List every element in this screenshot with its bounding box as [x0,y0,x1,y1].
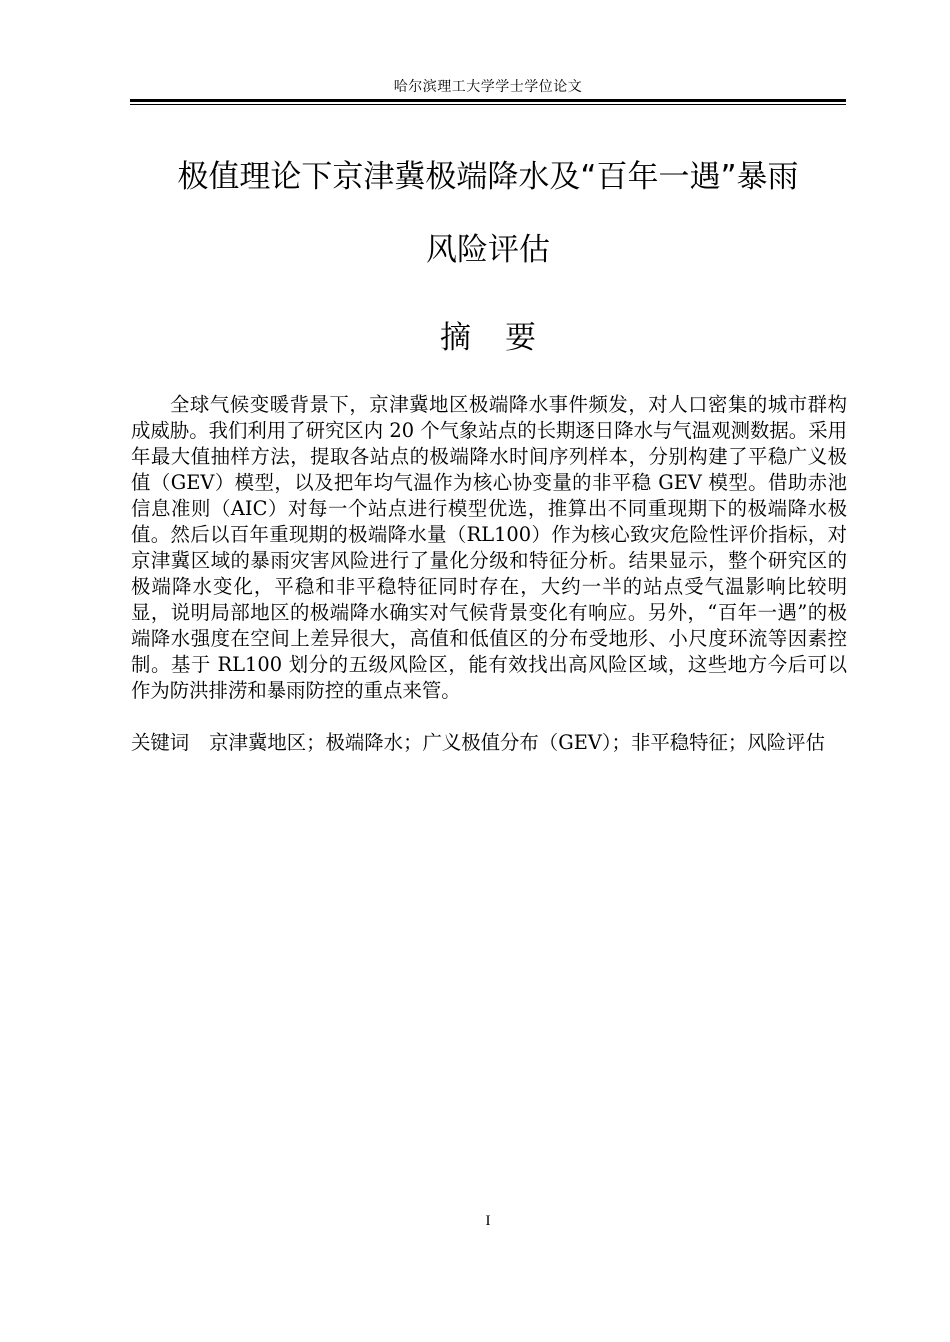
page-number: I [485,1213,491,1229]
keywords-block [131,730,847,756]
header-rule-thick [130,99,846,102]
abstract-heading-char-1: 摘 [440,320,471,356]
abstract-heading [130,316,846,360]
abstract-heading-char-2: 要 [505,320,536,356]
header-rule-thin [130,104,846,105]
abstract-paragraph: 全球气候变暖背景下，京津冀地区极端降水事件频发，对人口密集的城市群构成威胁。我们利用了研究区内 20 个气象站点的长期逐日降水与气温观测数据。采用年最大值抽样方法，提取各站点的极端降水时间序列样本，分别构建了平稳广义极值（GEV）模型，以及把年均气温作为核心协变量的非平稳 GEV 模型。借助赤池信息准则（AIC）对每一个站点进行模型优选，推算出不同重现期下的极端降水极值。然后以百年重现期的极端降水量（RL100）作为核心致灾危险性评价指标，对京津冀区域的暴雨灾害风险进行了量化分级和特征分析。结果显示，整个研究区的极端降水变化，平稳和非平稳特征同时存在，大约一半的站点受气温影响比较明显，说明局部地区的极端降水确实对气候背景变化有响应。另外，“百年一遇”的极端降水强度在空间上差异很大，高值和低值区的分布受地形、小尺度环流等因素控制。基于 RL100 划分的五级风险区，能有效找出高风险区域，这些地方今后可以作为防洪排涝和暴雨防控的重点来管。 [131,393,847,702]
keywords-text: 京津冀地区；极端降水；广义极值分布（GEV）；非平稳特征；风险评估 [209,731,825,754]
keywords-label: 关键词 [131,731,190,754]
paper-title-line-1: 极值理论下京津冀极端降水及“百年一遇”暴雨 [177,159,799,195]
running-header: 哈尔滨理工大学学士学位论文 [393,79,583,95]
paper-title-line-2: 风险评估 [426,232,550,268]
